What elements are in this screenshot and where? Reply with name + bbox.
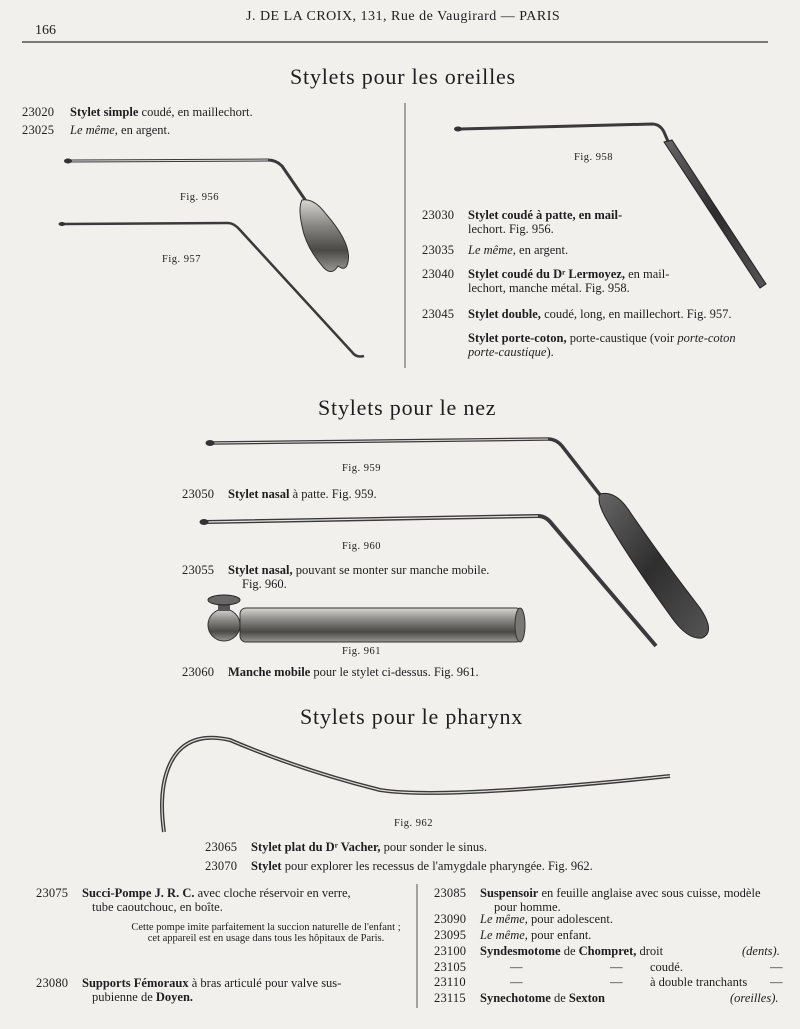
pump-note: Cette pompe imite parfaitement la succion naturelle de l'enfant ; cet appareil est en usage dans tous les hôpitaux de Paris. (131, 922, 401, 944)
list-item: Le même, en argent. (468, 243, 569, 257)
list-item-dash: — (610, 960, 623, 974)
stylet-956-image (64, 159, 349, 272)
item-code: 23030 (422, 208, 455, 222)
section-title-ears: Stylets pour les oreilles (290, 64, 516, 89)
item-code: 23105 (434, 960, 467, 974)
list-item: Le même, pour adolescent. (480, 912, 613, 926)
page-header-title: J. DE LA CROIX, 131, Rue de Vaugirard — PARIS (246, 9, 561, 24)
list-item: Stylet nasal, pouvant se monter sur manche mobile. Fig. 960. (228, 563, 490, 591)
porte-coton-note: Stylet porte-coton, porte-caustique (voir porte-coton porte-caustique). (468, 331, 736, 359)
list-item-dash: — (510, 975, 523, 989)
item-code: 23115 (434, 991, 466, 1005)
list-item-dash: — (610, 975, 623, 989)
list-item-suffix: — (770, 975, 783, 989)
list-item: Manche mobile pour le stylet ci-dessus. Fig. 961. (228, 665, 479, 679)
list-item-suffix: (oreilles). (730, 991, 779, 1005)
list-item: Stylet nasal à patte. Fig. 959. (228, 487, 377, 501)
figure-caption: Fig. 960 (342, 541, 382, 552)
list-item-suffix: (dents). (742, 944, 780, 958)
item-code: 23075 (36, 886, 69, 900)
list-item: Supports Fémoraux à bras articulé pour valve sus- pubienne de Doyen. (82, 976, 342, 1004)
section-title-pharynx: Stylets pour le pharynx (300, 704, 524, 729)
list-item: Stylet coudé à patte, en mail- lechort. Fig. 956. (468, 208, 623, 236)
list-item: Le même, en argent. (70, 123, 171, 137)
page-number: 166 (35, 23, 56, 38)
figure-caption: Fig. 962 (394, 818, 434, 829)
figure-caption: Fig. 958 (574, 152, 614, 163)
list-item: Suspensoir en feuille anglaise avec sous cuisse, modèle pour homme. (480, 886, 761, 914)
item-code: 23020 (22, 105, 55, 119)
list-item-suffix: — (770, 960, 783, 974)
list-item: coudé. (650, 960, 683, 974)
item-code: 23050 (182, 487, 215, 501)
stylet-958-image (454, 124, 766, 288)
item-code: 23095 (434, 928, 467, 942)
figure-caption: Fig. 961 (342, 646, 382, 657)
item-code: 23060 (182, 665, 215, 679)
item-code: 23045 (422, 307, 455, 321)
list-item: Stylet coudé du Dʳ Lermoyez, en mail- lechort, manche métal. Fig. 958. (468, 267, 670, 295)
figure-caption: Fig. 956 (180, 192, 220, 203)
list-item: Syndesmotome de Chompret, droit (480, 944, 664, 958)
item-code: 23090 (434, 912, 467, 926)
item-code: 23085 (434, 886, 467, 900)
list-item: Le même, pour enfant. (480, 928, 592, 942)
list-item: Stylet plat du Dʳ Vacher, pour sonder le sinus. (251, 840, 488, 854)
item-code: 23110 (434, 975, 466, 989)
item-code: 23070 (205, 859, 238, 873)
item-code: 23100 (434, 944, 467, 958)
section-title-nose: Stylets pour le nez (318, 395, 497, 420)
list-item: Succi-Pompe J. R. C. avec cloche réservoir en verre, tube caoutchouc, en boîte. (82, 886, 351, 914)
item-code: 23080 (36, 976, 69, 990)
item-code: 23025 (22, 123, 55, 137)
list-item: Stylet pour explorer les recessus de l'amygdale pharyngée. Fig. 962. (251, 859, 593, 873)
list-item: Stylet simple coudé, en maillechort. (70, 105, 253, 119)
figure-caption: Fig. 957 (162, 254, 202, 265)
list-item-dash: — (510, 960, 523, 974)
item-code: 23035 (422, 243, 455, 257)
list-item: Stylet double, coudé, long, en maillechort. Fig. 957. (468, 307, 732, 321)
item-code: 23065 (205, 840, 238, 854)
handle-961-image (208, 595, 525, 642)
item-code: 23040 (422, 267, 455, 281)
figure-caption: Fig. 959 (342, 463, 382, 474)
list-item: Synechotome de Sexton (480, 991, 606, 1005)
item-code: 23055 (182, 563, 215, 577)
list-item: à double tranchants (650, 975, 748, 989)
